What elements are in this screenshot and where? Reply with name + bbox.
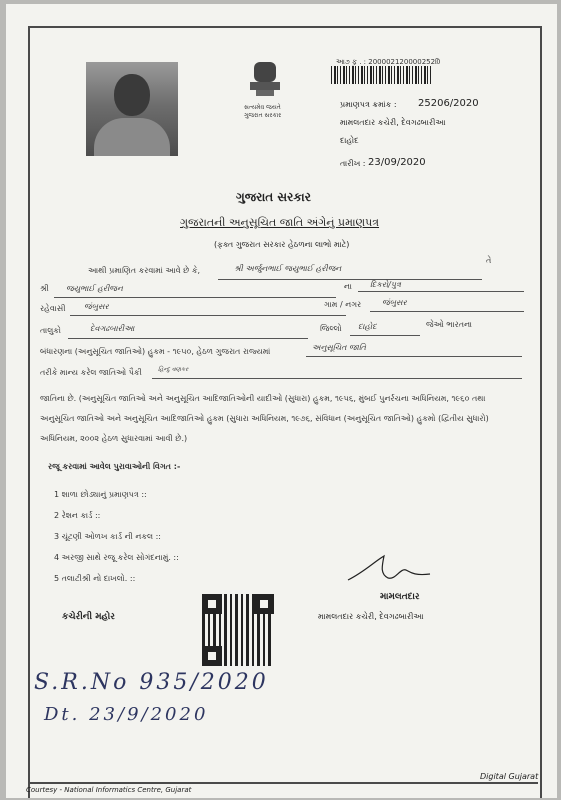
cert-no-label: પ્રમાણપત્ર ક્રમાંક : bbox=[340, 100, 397, 109]
footer-brand: Digital Gujarat bbox=[480, 772, 539, 781]
doc-item: 5 તલાટીશ્રી નો દાખલો. :: bbox=[54, 574, 136, 583]
certificate-page bbox=[6, 4, 557, 798]
doc-item: 1 શાળા છોડ્યાનું પ્રમાણપત્ર :: bbox=[54, 490, 147, 499]
row4-value2: દાહોદ bbox=[358, 322, 377, 331]
row2-value2: દિકરો/પુત્ર bbox=[370, 280, 401, 289]
row4-mid: જિલ્લો bbox=[320, 324, 342, 333]
row6-text: તરીકે માન્ય કરેલ જાતિઓ પૈકી bbox=[40, 368, 142, 377]
row1-label: આથી પ્રમાણિત કરવામાં આવે છે કે, bbox=[88, 266, 201, 275]
emblem-caption: સત્યમેવ જયતે bbox=[244, 104, 281, 111]
handwritten-date: Dt. 23/9/2020 bbox=[44, 704, 209, 725]
doc-item: 4 અરજી સાથે રજૂ કરેલ સોગંદનામું. :: bbox=[54, 553, 179, 562]
title-main: ગુજરાત સરકાર bbox=[236, 190, 311, 204]
row3-value: જંબુસર bbox=[84, 302, 109, 311]
row2-prefix: શ્રી bbox=[40, 284, 49, 293]
row3-value2: જંબુસર bbox=[382, 298, 407, 307]
row1-suffix: તે bbox=[486, 256, 492, 265]
row3-label: રહેવાસી bbox=[40, 304, 66, 313]
date-label: તારીખ : bbox=[340, 159, 366, 168]
office-line-2: દાહોદ bbox=[340, 136, 359, 145]
handwritten-sr-no: S.R.No 935/2020 bbox=[34, 670, 269, 695]
row1-value: શ્રી અર્જુનભાઈ જયુભાઈ હરીજન bbox=[234, 264, 342, 273]
title-note: (ફક્ત ગુજરાત સરકાર હેઠળના લાભો માટે) bbox=[214, 240, 350, 249]
row6-value: હિન્દુ વણકર bbox=[158, 366, 189, 373]
signatory-title: મામલતદાર bbox=[380, 592, 420, 602]
para-line-3: અધિનિયમ, ૨૦૦૨ હેઠળ સુધારવામાં આવી છે.) bbox=[40, 434, 188, 443]
row2-value: જયુભાઈ હરીજન bbox=[66, 284, 123, 293]
doc-item: 2 રેશન કાર્ડ :: bbox=[54, 511, 101, 520]
cert-no-value: 25206/2020 bbox=[418, 98, 479, 109]
doc-item: 3 ચૂંટણી ઓળખ કાર્ડ ની નકલ :: bbox=[54, 532, 161, 541]
signatory-office: મામલતદાર કચેરી, દેવગઢબારીઆ bbox=[318, 612, 424, 621]
date-value: 23/09/2020 bbox=[368, 157, 426, 168]
emblem-caption-2: ગુજરાત સરકાર bbox=[244, 112, 282, 119]
row4-value: દેવગઢબારીઆ bbox=[90, 324, 135, 333]
footer-credit: Courtesy - National Informatics Centre, Gujarat bbox=[26, 786, 192, 794]
row2-mid: ના bbox=[344, 282, 352, 291]
office-line-1: મામલતદાર કચેરી, દેવગઢબારીઆ bbox=[340, 118, 446, 127]
para-line-2: અનુસૂચિત જાતિઓ અને અનુસૂચિત આદિજાતિઓ હુકમ (સુધારા અધિનિયમ, ૧૯૭૬, સંવિધાન (અનુસૂચિત જાતિઓ) હુકમો (દ્વિતીય સુધારો) bbox=[40, 414, 489, 423]
row5-text: બંધારણના (અનુસૂચિત જાતિઓ) હુકમ - ૧૯૫૦, હેઠળ ગુજરાત રાજ્યમાં bbox=[40, 347, 271, 356]
office-seal-label: કચેરીની મહોર bbox=[62, 612, 115, 622]
applicant-photo bbox=[86, 62, 178, 156]
signature bbox=[344, 552, 434, 586]
docs-heading: રજૂ કરવામાં આવેલ પુરાવાઓની વિગત :- bbox=[48, 462, 181, 471]
row4-suffix: જેઓ ભારતના bbox=[426, 320, 473, 329]
title-sub: ગુજરાતની અનુસૂચિત જાતિ અંગેનું પ્રમાણપત્ર bbox=[180, 216, 380, 229]
barcode-text: આ૭ ફ઼ . : 2000021200002520િ bbox=[336, 58, 441, 66]
row4-label: તાલુકો bbox=[40, 326, 61, 335]
para-line-1: જાતિના છે. (અનુસૂચિત જાતિઓ અને અનુસૂચિત આદિજાતિઓની યાદીઓ (સુધારા) હુકમ, ૧૯૫૬, મુંબઈ પુનર્રચના અધિનિયમ, ૧૯૬૦ તથા bbox=[40, 394, 486, 403]
barcode bbox=[331, 66, 431, 84]
row5-value: અનુસૂચિત જાતિ bbox=[312, 343, 366, 352]
row3-mid: ગામ / નગર bbox=[324, 300, 362, 309]
qr-code bbox=[202, 594, 274, 666]
